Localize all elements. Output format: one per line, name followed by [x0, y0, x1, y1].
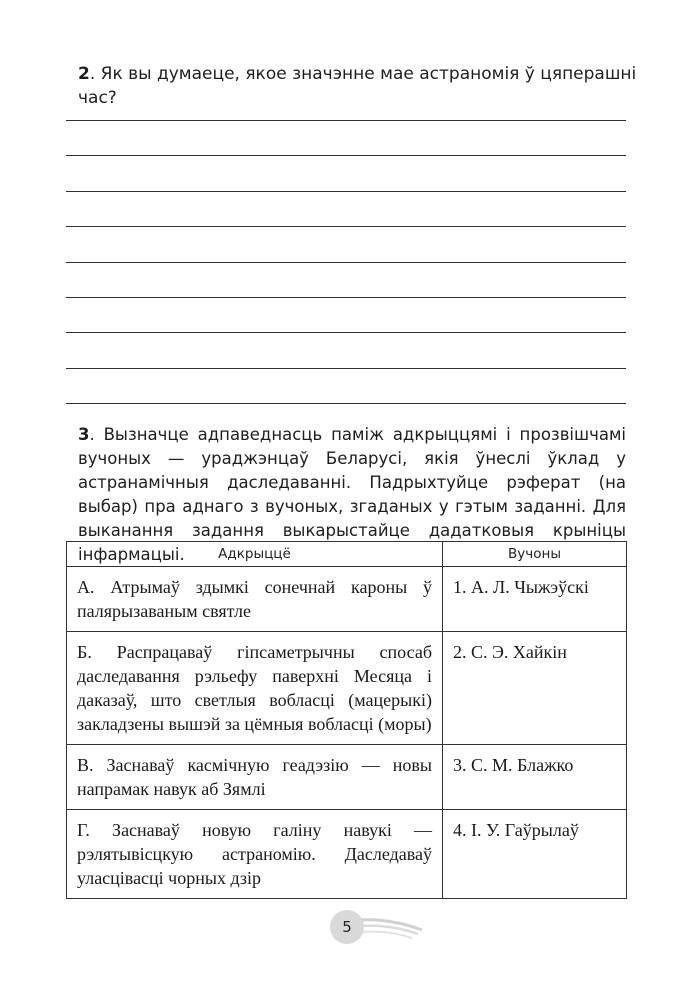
answer-line[interactable] [66, 262, 626, 297]
discovery-cell: В. Заснаваў касмічную геадэзію — новы напрамак навук аб Зямлі [67, 745, 443, 810]
table-row [67, 745, 627, 810]
answer-lines [66, 120, 626, 439]
table-row [67, 810, 627, 899]
table-row [67, 567, 627, 632]
table-row [67, 632, 627, 745]
question-2 [78, 62, 638, 110]
scientist-cell: 1. А. Л. Чыжэўскі [443, 567, 627, 632]
matching-table [66, 541, 627, 899]
scientist-cell: 2. С. Э. Хайкін [443, 632, 627, 745]
answer-line[interactable] [66, 368, 626, 403]
discovery-cell: Г. Заснаваў новую галіну навукі — рэлятывісцкую астраномію. Даследаваў уласцівасці чорных дзір [67, 810, 443, 899]
question-3-text: . Вызначце адпаведнасць паміж адкрыццямі і прозвішчамі вучоных — ураджэнцаў Беларусі, якія ўнеслі ўклад у астранамічныя даследаванні. Падрыхтуйце рэферат (на выбар) пра аднаго з вучоных, згаданых у гэтым заданні. Для выканання задання выкарыстайце дадатковыя крыніцы інфармацыі. [78, 425, 626, 564]
answer-line[interactable] [66, 155, 626, 190]
question-3-number: 3 [78, 425, 90, 444]
header-discovery: Адкрыццё [67, 542, 443, 567]
page-swoosh-decoration [356, 914, 426, 944]
answer-line[interactable] [66, 226, 626, 261]
answer-line[interactable] [66, 191, 626, 226]
scientist-cell: 4. І. У. Гаўрылаў [443, 810, 627, 899]
page-number: 5 [330, 910, 364, 944]
answer-line[interactable] [66, 120, 626, 155]
answer-line[interactable] [66, 297, 626, 332]
answer-line[interactable] [66, 332, 626, 367]
question-2-number: 2 [78, 64, 90, 84]
question-2-text: . Як вы думаеце, якое значэнне мае астраномія ў цяперашні час? [78, 64, 637, 108]
scientist-cell: 3. С. М. Блажко [443, 745, 627, 810]
header-scientist: Вучоны [443, 542, 627, 567]
table-header-row [67, 542, 627, 567]
discovery-cell: Б. Распрацаваў гіпсаметрычны спосаб даследавання рэльефу паверхні Месяца і даказаў, што светлыя вобласці (мацерыкі) закладзены вышэй за цёмныя вобласці (моры) [67, 632, 443, 745]
discovery-cell: А. Атрымаў здымкі сонечнай кароны ў палярызаваным святле [67, 567, 443, 632]
